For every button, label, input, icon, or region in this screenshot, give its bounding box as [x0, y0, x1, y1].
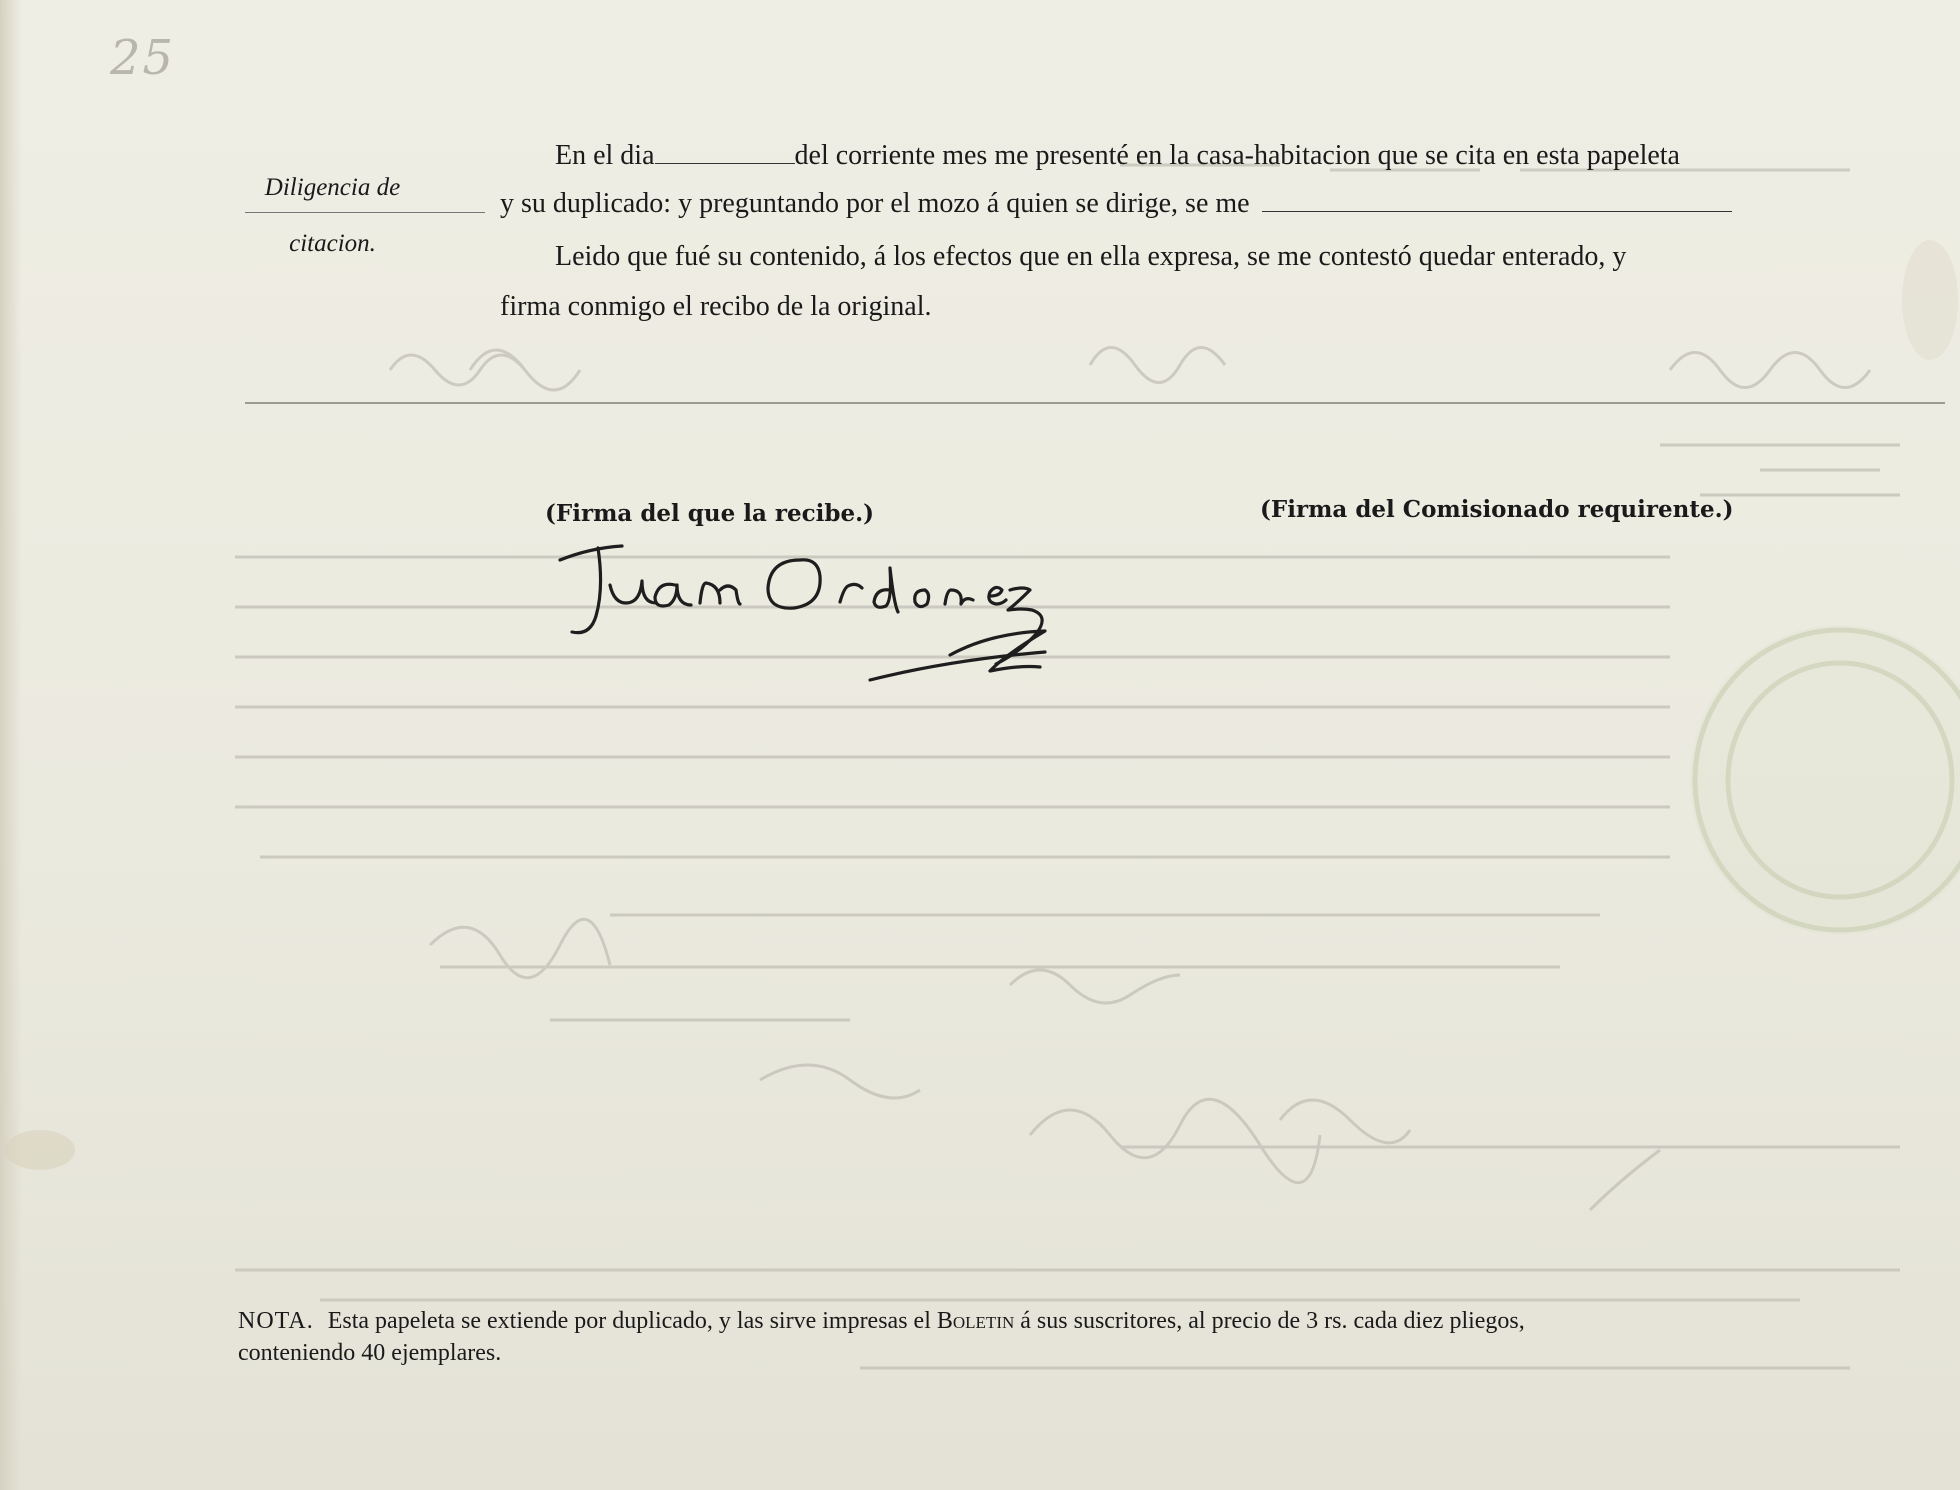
footnote-text-end: á sus suscritores, al precio de 3 rs. cada diez pliegos,	[1020, 1308, 1525, 1334]
paragraph1-line2-text: y su duplicado: y preguntando por el mozo á quien se dirige, se me	[500, 188, 1250, 219]
paragraph2-line1: Leido que fué su contenido, á los efectos que en ella expresa, se me contestó quedar enterado, y	[555, 241, 1627, 272]
footnote-line2: conteniendo 40 ejemplares.	[238, 1340, 502, 1366]
footnote-line1	[238, 1305, 1938, 1337]
margin-heading-line1: Diligencia de	[264, 174, 401, 201]
section-divider	[245, 402, 1945, 404]
archive-number: 25	[110, 30, 176, 86]
margin-heading-line2: citacion.	[289, 230, 376, 257]
paragraph2-line2: firma conmigo el recibo de la original.	[500, 291, 932, 322]
paragraph1-line1-end: del corriente mes me presenté en la casa-habitacion que se cita en esta papeleta	[794, 140, 1680, 171]
footnote-lead: NOTA.	[238, 1308, 314, 1334]
paragraph1-line2	[500, 187, 1732, 221]
receiver-signature-label: (Firma del que la recibe.)	[545, 500, 874, 527]
footnote-boletin: Boletin	[936, 1308, 1015, 1334]
paragraph1-line1-start: En el dia	[555, 140, 655, 171]
footnote	[238, 1305, 1938, 1369]
day-blank	[655, 145, 795, 164]
commissioner-signature-label: (Firma del Comisionado requirente.)	[1260, 496, 1734, 523]
footnote-text-start: Esta papeleta se extiende por duplicado, y las sirve impresas el	[327, 1308, 931, 1334]
margin-rule	[245, 212, 485, 213]
response-blank	[1262, 193, 1732, 212]
paragraph1-line1	[555, 139, 1680, 173]
margin-heading	[245, 160, 420, 272]
